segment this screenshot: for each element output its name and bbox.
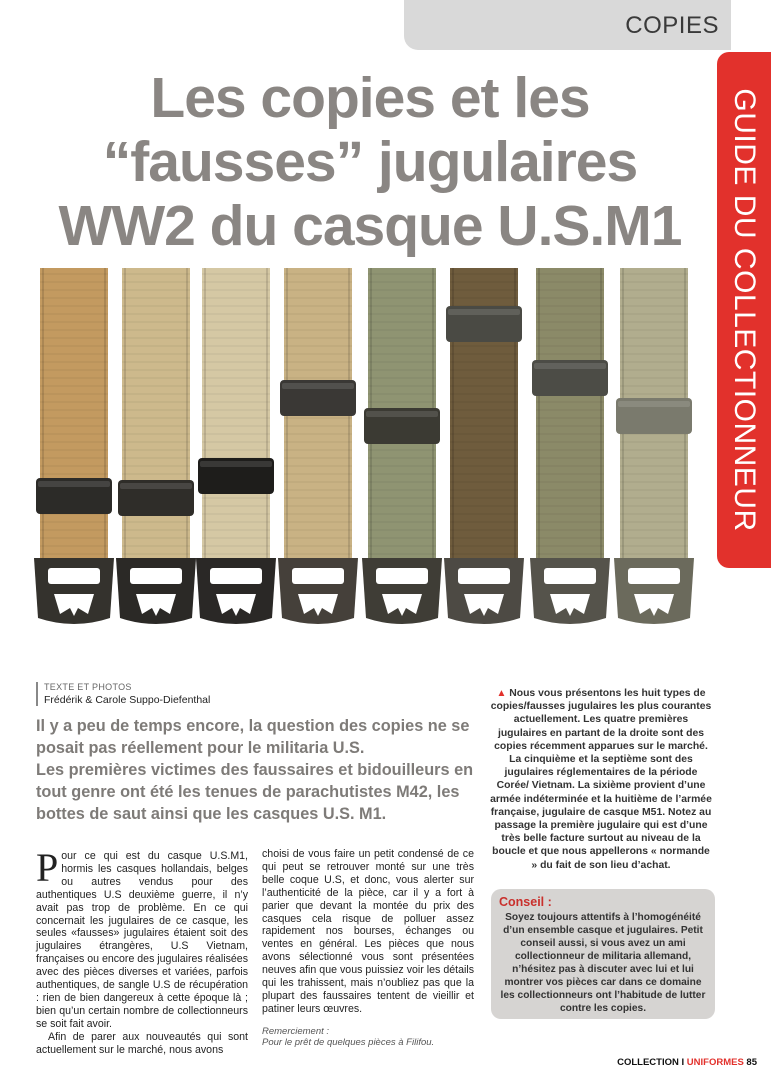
straps-illustration [22, 268, 714, 678]
article-title [30, 66, 710, 258]
strap-buckle-slot [130, 568, 182, 584]
strap-buckle-slot [210, 568, 262, 584]
footer-collection: COLLECTION I [617, 1057, 685, 1068]
credits [36, 682, 344, 706]
page-footer [617, 1057, 757, 1068]
strap-buckle-cutout [382, 594, 422, 616]
strap-slide-highlight [618, 401, 690, 407]
section-label: COPIES [625, 12, 719, 39]
strap-buckle-slot [544, 568, 596, 584]
body-paragraph-2: Afin de parer aux nouveautés qui sont actuellement sur le marché, nous avons [36, 1030, 248, 1056]
strap-buckle-cutout [550, 594, 590, 616]
credits-authors: Frédérik & Carole Suppo-Diefenthal [44, 694, 211, 706]
strap-buckle-slot [458, 568, 510, 584]
credits-label: TEXTE ET PHOTOS [44, 682, 132, 692]
caption-text: Nous vous présentons les huit types de copies/fausses jugulaires les plus courantes actuellement. Les quatre premières jugulaires en partant de la droite sont des copies récemment apparues sur le marché. La cinquième et la septième sont des jugulaires réglementaires de la période Corée/ Vietnam. La sixième provient d’une armée indéterminée et la huitième de l’armée française, jugulaire de casque M51. Notez au passage la première jugulaire qui est d’une très belle facture surtout au niveau de la boucle et que nous appellerons « normande » du fait de son lieu d’achat. [490, 688, 712, 871]
lead [36, 715, 476, 825]
thanks-text: Pour le prêt de quelques pièces à Filifou. [262, 1037, 435, 1049]
body-column-1 [36, 845, 248, 1057]
advice-text: Soyez toujours attentifs à l’homogénéité d’un ensemble casque et jugulaires. Petit conseil aussi, si vous avez un ami collectionneur de militaria allemand, n’hésitez pas à discuter avec lui et lui montrer vos pièces car dans ce domaine les collectionneurs ont l’habitude de lutter contre les copies. [500, 912, 706, 1014]
straps-photo [22, 268, 714, 678]
strap-webbing [536, 268, 604, 598]
title-line-3: WW2 du casque U.S.M1 [58, 194, 682, 258]
strap-buckle-slot [292, 568, 344, 584]
body-paragraph-1-text: our ce qui est du casque U.S.M1, hormis les casques hollandais, belges ou autres vendus pour des authentiques U.S deuxième guerre, il n’y avait pas trop de problème. En ce qui concernait les jugulaires de ce casque, les seules «fausses» jugulaires étaient soit des jugulaires étrangères, U.S Vietnam, françaises ou encore des jugulaires réalisées avec des pièces diverses et variées, parfois authentiques, de sangle U.S de récupération : rien de bien dangereux à cette époque là ; bien qu’un certain nombre de collectionneurs se soit fait avoir. [36, 850, 248, 1030]
footer-page-number: 85 [746, 1057, 757, 1068]
guide-label: GUIDE DU COLLECTIONNEUR [728, 88, 761, 532]
strap-buckle-cutout [54, 594, 94, 616]
advice-title: Conseil : [499, 895, 552, 909]
thanks-label: Remerciement : [262, 1025, 330, 1037]
strap-slide-highlight [200, 461, 272, 467]
title-line-2: “fausses” jugulaires [102, 130, 638, 194]
strap-slide-highlight [282, 383, 354, 389]
photo-caption [490, 687, 712, 872]
advice-box [491, 889, 715, 1019]
strap-slide-highlight [38, 481, 110, 487]
lead-paragraph-1: Il y a peu de temps encore, la question des copies ne se posait pas réellement pour le militaria U.S. [36, 717, 470, 757]
strap-buckle-cutout [216, 594, 256, 616]
thanks [262, 1026, 474, 1049]
strap-slide-highlight [448, 309, 520, 315]
body-column-2 [262, 848, 474, 1049]
title-line-1: Les copies et les [150, 66, 590, 130]
lead-paragraph-2: Les premières victimes des faussaires et bidouilleurs en tout genre ont été les tenues de parachutistes M42, les bottes de saut ainsi que les casques U.S. M1. [36, 761, 474, 823]
strap-webbing [202, 268, 270, 598]
strap-buckle-slot [48, 568, 100, 584]
strap-buckle-slot [376, 568, 428, 584]
body-paragraph-3: choisi de vous faire un petit condensé de ce qui peut se retrouver monté sur une très belle coque U.S, et donc, vous alerter sur l’authenticité de la pièce, car il y a fort à parier que devant la montée du prix des casques cela risque de polluer assez rapidement nos bourses, échanges ou ventes en général. Les pièces que nous avons sélectionné vous sont présentées neuves afin que vous puissiez voir les détails qui les trahissent, mais n’oubliez pas que la plupart des faussaires tentent de vieillir et patiner leurs œuvres. [262, 848, 474, 1015]
strap-buckle-cutout [136, 594, 176, 616]
section-tab [404, 0, 731, 50]
footer-magazine: UNIFORMES [686, 1057, 744, 1068]
strap-buckle-cutout [464, 594, 504, 616]
triangle-up-icon: ▲ [496, 688, 507, 699]
strap-webbing [122, 268, 190, 598]
strap-webbing [40, 268, 108, 598]
strap-slide-highlight [366, 411, 438, 417]
guide-bar [717, 52, 771, 568]
dropcap: P [36, 845, 59, 890]
strap-webbing [284, 268, 352, 598]
strap-buckle-cutout [298, 594, 338, 616]
strap-buckle-slot [628, 568, 680, 584]
strap-slide-highlight [534, 363, 606, 369]
body-paragraph-1 [36, 845, 248, 1031]
strap-slide-highlight [120, 483, 192, 489]
strap-buckle-cutout [634, 594, 674, 616]
